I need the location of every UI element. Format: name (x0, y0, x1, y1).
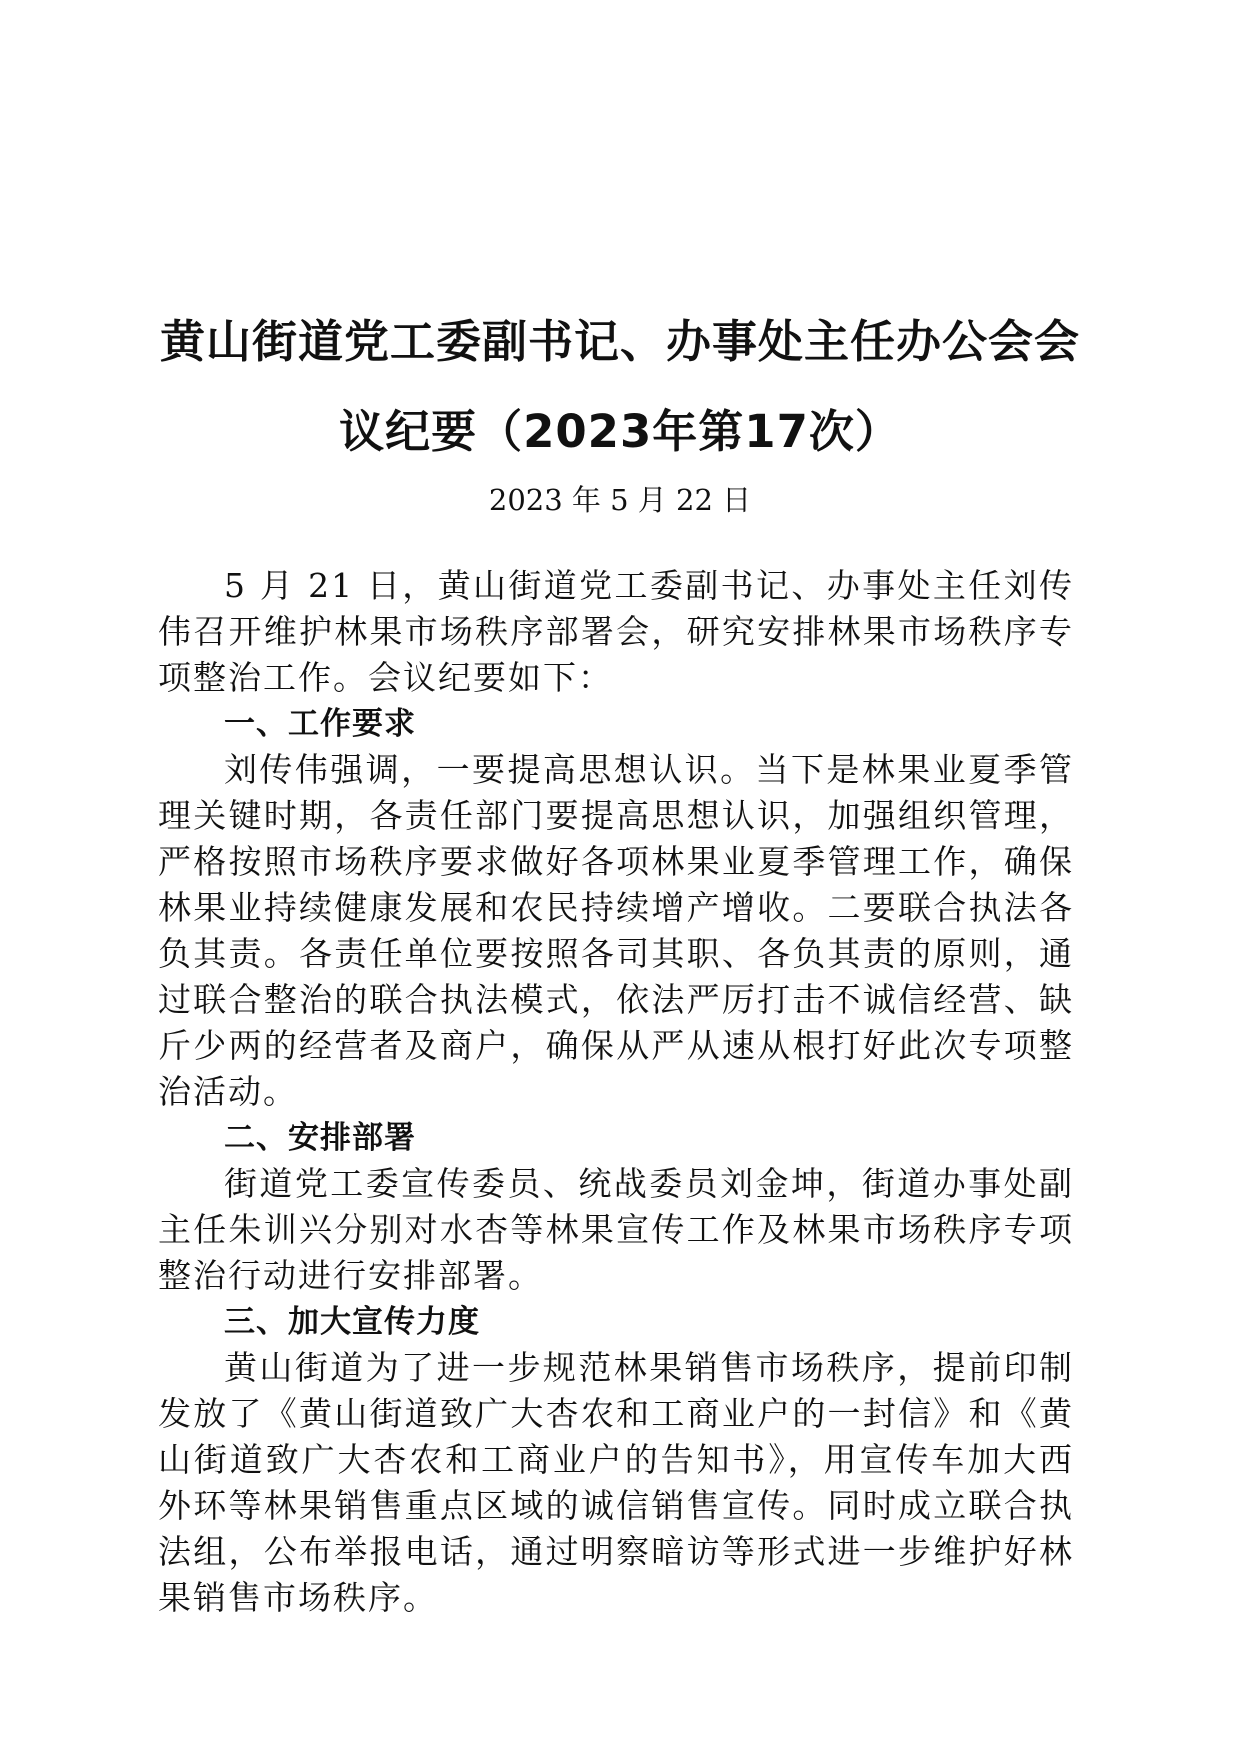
document-body (158, 563, 1074, 1621)
section-paragraph-publicity: 黄山街道为了进一步规范林果销售市场秩序，提前印制发放了《黄山街道致广大杏农和工商业户的一封信》和《黄山街道致广大杏农和工商业户的告知书》，用宣传车加大西外环等林果销售重点区域的诚信销售宣传。同时成立联合执法组，公布举报电话，通过明察暗访等形式进一步维护好林果销售市场秩序。 (158, 1348, 1074, 1617)
document-title-line-1: 黄山街道党工委副书记、办事处主任办公会会 (159, 315, 1080, 368)
section-heading-publicity: 三、加大宣传力度 (224, 1304, 480, 1340)
document-date: 2023 年 5 月 22 日 (488, 483, 752, 517)
section-heading-work-requirements: 一、工作要求 (224, 706, 416, 742)
intro-paragraph: 5 月 21 日，黄山街道党工委副书记、办事处主任刘传伟召开维护林果市场秩序部署会，研究安排林果市场秩序专项整治工作。会议纪要如下： (158, 566, 1074, 697)
section-paragraph-arrangements: 街道党工委宣传委员、统战委员刘金坤，街道办事处副主任朱训兴分别对水杏等林果宣传工作及林果市场秩序专项整治行动进行安排部署。 (158, 1164, 1074, 1295)
section-paragraph-work-requirements: 刘传伟强调，一要提高思想认识。当下是林果业夏季管理关键时期，各责任部门要提高思想认识，加强组织管理，严格按照市场秩序要求做好各项林果业夏季管理工作，确保林果业持续健康发展和农民持续增产增收。二要联合执法各负其责。各责任单位要按照各司其职、各负其责的原则，通过联合整治的联合执法模式，依法严厉打击不诚信经营、缺斤少两的经营者及商户，确保从严从速从根打好此次专项整治活动。 (158, 750, 1074, 1111)
section-heading-arrangements: 二、安排部署 (224, 1120, 416, 1156)
document-title-line-2: 议纪要（2023年第17次） (339, 405, 901, 458)
